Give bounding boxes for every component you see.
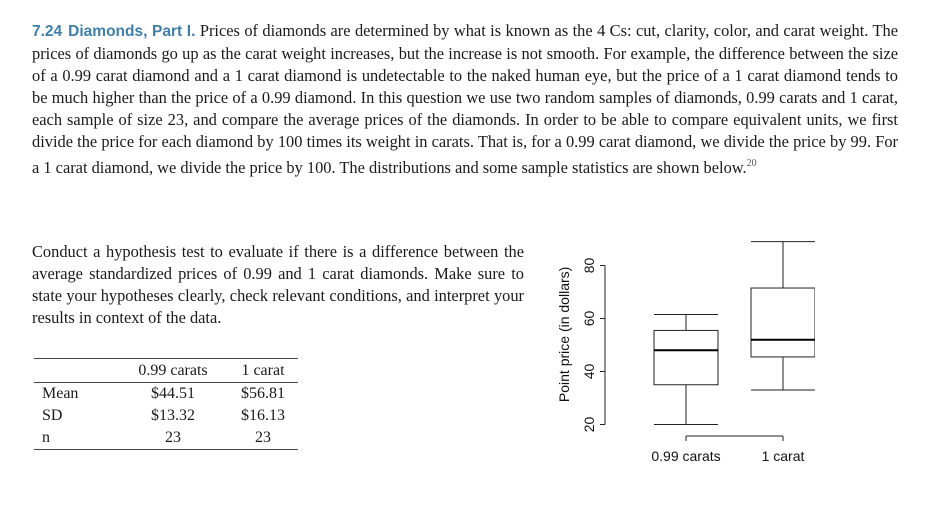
box-plot-chart	[545, 230, 815, 480]
x-tick-label: 0.99 carats	[651, 448, 721, 464]
exercise-title: Diamonds, Part I.	[68, 23, 196, 40]
stats-header-row	[34, 359, 298, 383]
y-axis-title: Point price (in dollars)	[556, 266, 572, 403]
mean-099: $44.51	[151, 385, 195, 402]
iqr-box	[654, 330, 718, 384]
exercise-intro	[32, 20, 898, 179]
footnote-marker[interactable]: 20	[746, 158, 757, 169]
stats-header-1: 1 carat	[228, 359, 298, 383]
box-1-carat	[751, 242, 815, 464]
y-tick-label: 20	[581, 416, 597, 433]
exercise-number: 7.24	[32, 23, 63, 40]
x-tick-label: 1 carat	[761, 448, 805, 464]
exercise-heading	[32, 23, 195, 40]
y-tick-label: 60	[581, 310, 597, 327]
n-1: 23	[228, 427, 298, 450]
sd-1: $16.13	[241, 407, 285, 424]
task-text: Conduct a hypothesis test to evaluate if there is a difference between the average standardized prices of 0.99 and 1 carat diamonds. Make sure to state your hypotheses clearly, check relevant conditions, and interpret your results in context of the data.	[32, 242, 524, 327]
stats-table	[34, 358, 298, 450]
row-label-n: n	[34, 427, 118, 450]
mean-1: $56.81	[241, 385, 285, 402]
iqr-box	[751, 288, 815, 357]
sd-099: $13.32	[151, 407, 195, 424]
row-label-sd: SD	[42, 407, 63, 424]
box-099-carats	[651, 315, 720, 464]
table-row	[34, 383, 298, 406]
stats-header-blank	[34, 359, 118, 383]
table-row	[34, 405, 298, 427]
n-099: 23	[118, 427, 228, 450]
row-label-mean: Mean	[42, 385, 79, 402]
y-tick-label: 40	[581, 363, 597, 380]
y-tick-label: 80	[581, 257, 597, 274]
table-row	[34, 427, 298, 450]
intro-text: Prices of diamonds are determined by what is known as the 4 Cs: cut, clarity, color, and carat weight. The prices of diamonds go up as the carat weight increases, but the increase is not smooth. For example, the difference between the size of a 0.99 carat diamond and a 1 carat diamond is undetectable to the naked human eye, but the price of a 1 carat diamond tends to be much higher than the price of a 0.99 diamond. In this question we use two random samples of diamonds, 0.99 carats and 1 carat, each sample of size 23, and compare the average prices of the diamonds. In order to be able to compare equivalent units, we first divide the price for each diamond by 100 times its weight in carats. That is, for a 0.99 carat diamond, we divide the price by 99. For a 1 carat diamond, we divide the price by 100. The distributions and some sample statistics are shown below.	[32, 21, 898, 177]
stats-header-099: 0.99 carats	[118, 359, 228, 383]
